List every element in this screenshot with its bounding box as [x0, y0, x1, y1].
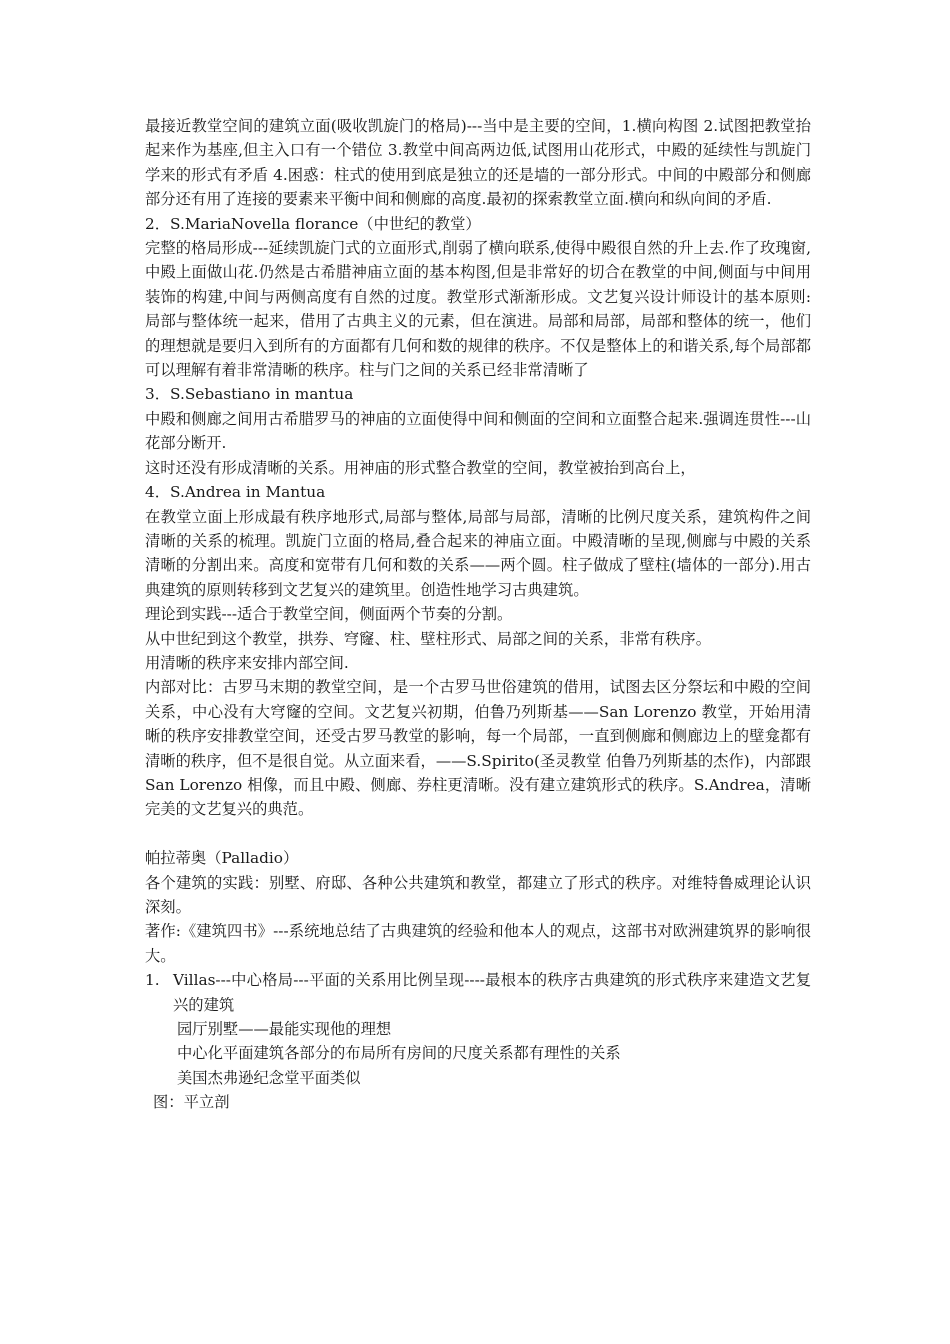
paragraph-facade-intro: 最接近教堂空间的建筑立面(吸收凯旋门的格局)---当中是主要的空间，1.横向构图 2.试图把教堂抬起来作为基座,但主入口有一个错位 3.教堂中间高两边低,试图用山花形式，中殿的延续性与凯旋门学来的形式有矛盾 4.困惑：柱式的使用到底是独立的还是墙的一部分形式。中间的中殿部分和侧廊部分还有用了连接的要素来平衡中间和侧廊的高度.最初的探索教堂立面.横向和纵向间的矛盾. — [145, 117, 811, 209]
list-item-text: Villas---中心格局---平面的关系用比例呈现----最根本的秩序古典建筑的形式秩序来建造文艺复兴的建筑 — [173, 971, 811, 1014]
heading-sant-andrea: 4．S.Andrea in Mantua — [145, 483, 326, 502]
paragraph-santa-maria-novella: 完整的格局形成---延续凯旋门式的立面形式,削弱了横向联系,使得中殿很自然的升上去.作了玫瑰窗,中殿上面做山花.仍然是古希腊神庙立面的基本构图,但是非常好的切合在教堂的中间,侧面与中间用装饰的构建,中间与两侧高度有自然的过度。教堂形式渐渐形成。文艺复兴设计师设计的基本原则:局部与整体统一起来，借用了古典主义的元素，但在演进。局部和局部，局部和整体的统一，他们的理想就是要归入到所有的方面都有几何和数的规律的秩序。不仅是整体上的和谐关系,每个局部都可以理解有着非常清晰的秩序。柱与门之间的关系已经非常清晰了 — [145, 239, 811, 380]
heading-palladio: 帕拉蒂奥（Palladio） — [145, 849, 299, 868]
sub-item-jefferson-memorial: 美国杰弗逊纪念堂平面类似 — [177, 1068, 361, 1087]
document-page — [145, 114, 811, 1115]
sub-item-central-plan: 中心化平面建筑各部分的布局所有房间的尺度关系都有理性的关系 — [177, 1044, 621, 1063]
blank-line — [145, 822, 811, 846]
paragraph-interior-order: 用清晰的秩序来安排内部空间. — [145, 653, 349, 672]
sub-item-villa-rotonda: 园厅别墅——最能实现他的理想 — [177, 1020, 392, 1039]
paragraph-palladio-book: 著作:《建筑四书》---系统地总结了古典建筑的经验和他本人的观点，这部书对欧洲建筑界的影响很大。 — [145, 922, 811, 965]
list-number: 1. — [145, 971, 160, 990]
heading-san-sebastiano: 3．S.Sebastiano in mantua — [145, 385, 354, 404]
paragraph-san-sebastiano: 中殿和侧廊之间用古希腊罗马的神庙的立面使得中间和侧面的空间和立面整合起来.强调连贯性---山花部分断开. — [145, 409, 811, 453]
heading-santa-maria-novella: 2．S.MariaNovella florance（中世纪的教堂） — [145, 214, 481, 233]
paragraph-palladio-practice: 各个建筑的实践：别墅、府邸、各种公共建筑和教堂，都建立了形式的秩序。对维特鲁威理论认识深刻。 — [145, 873, 811, 916]
paragraph-san-sebastiano-note: 这时还没有形成清晰的关系。用神庙的形式整合教堂的空间，教堂被抬到高台上， — [145, 458, 696, 477]
paragraph-theory-practice: 理论到实践---适合于教堂空间，侧面两个节奏的分割。 — [145, 605, 513, 624]
paragraph-sant-andrea: 在教堂立面上形成最有秩序地形式,局部与整体,局部与局部，清晰的比例尺度关系，建筑构件之间清晰的关系的梳理。凯旋门立面的格局,叠合起来的神庙立面。中殿清晰的呈现,侧廊与中殿的关系清晰的分割出来。高度和宽带有几何和数的关系——两个圆。柱子做成了壁柱(墙体的一部分).用古典建筑的原则转移到文艺复兴的建筑里。创造性地学习古典建筑。 — [145, 507, 811, 599]
list-item-villas — [145, 968, 811, 1017]
paragraph-interior-comparison: 内部对比：古罗马末期的教堂空间，是一个古罗马世俗建筑的借用，试图去区分祭坛和中殿的空间关系，中心没有大穹窿的空间。文艺复兴初期，伯鲁乃列斯基——San Lorenzo 教堂，开始用清晰的秩序安排教堂空间，还受古罗马教堂的影响，每一个局部，一直到侧廊和侧廊边上的壁龛都有清晰的秩序，但不是很自觉。从立面来看，——S.Spirito(圣灵教堂 伯鲁乃列斯基的杰作)，内部跟 San Lorenzo 相像，而且中殿、侧廊、券柱更清晰。没有建立建筑形式的秩序。S.Andrea，清晰完美的文艺复兴的典范。 — [145, 678, 811, 819]
figure-caption: 图：平立剖 — [153, 1093, 230, 1112]
paragraph-medieval-order: 从中世纪到这个教堂，拱券、穹窿、柱、壁柱形式、局部之间的关系，非常有秩序。 — [145, 629, 711, 648]
